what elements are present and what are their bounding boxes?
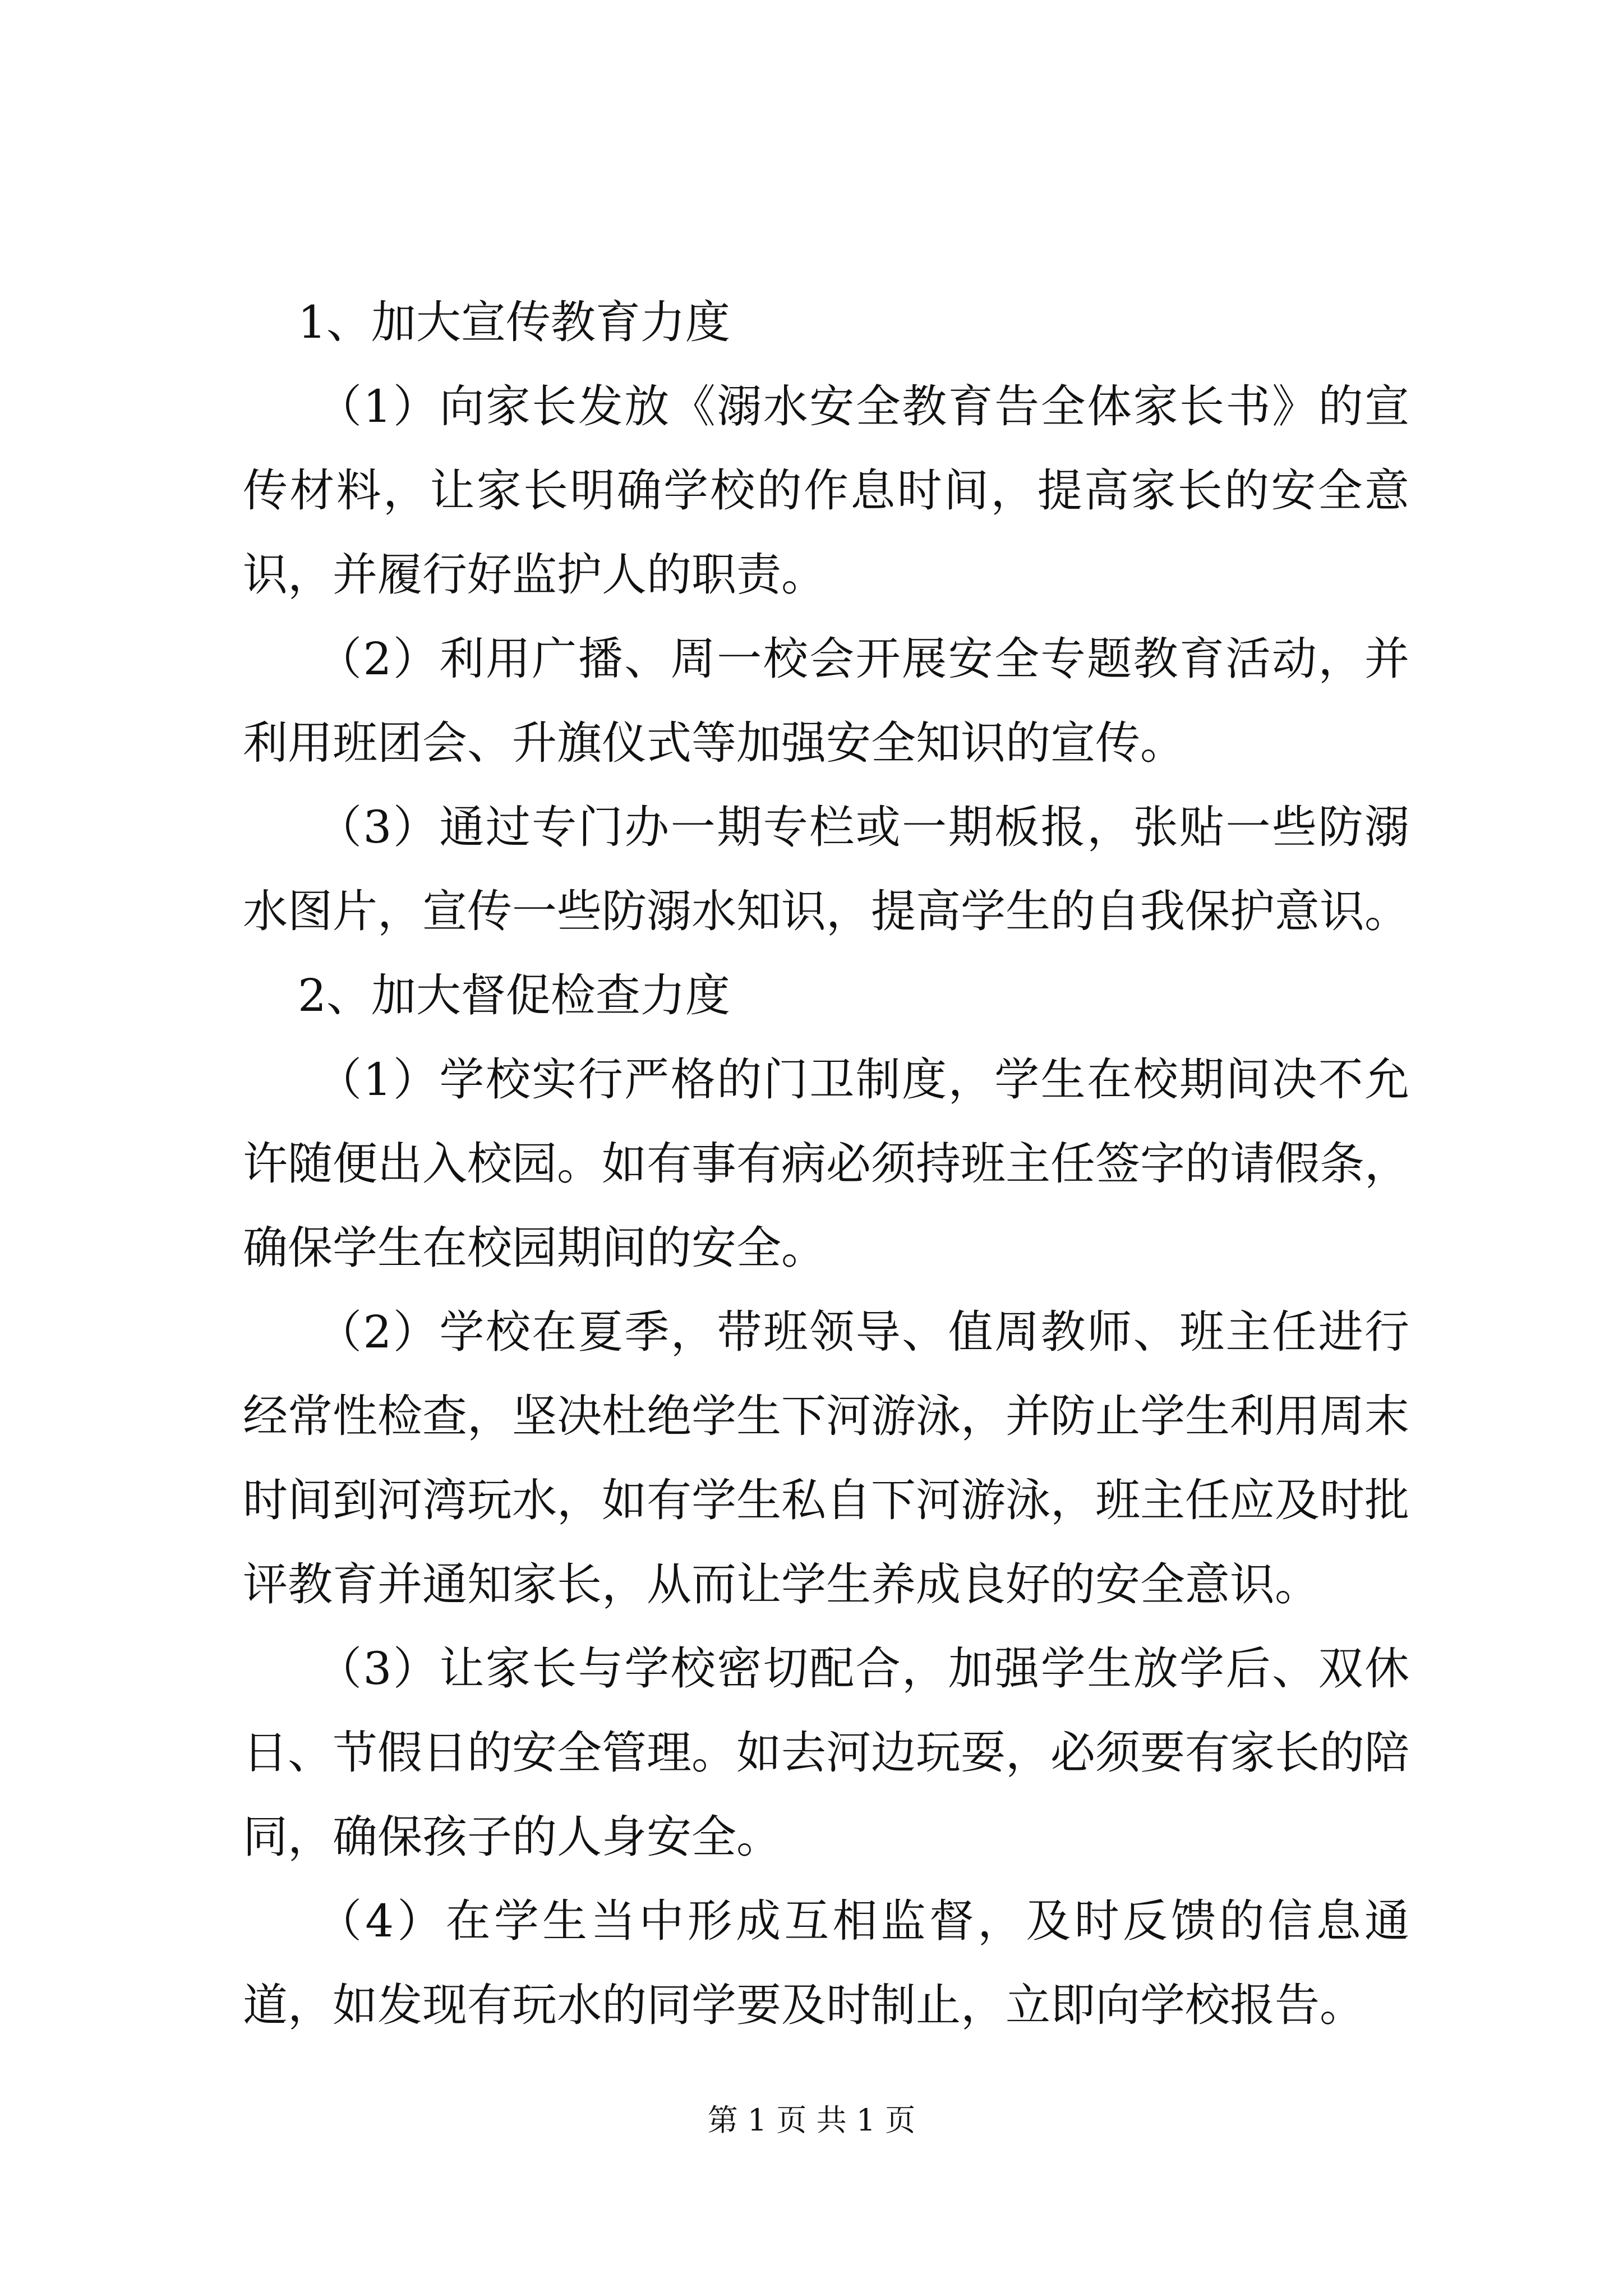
page-footer: 第 1 页 共 1 页 [707,2102,916,2138]
document-body [243,280,1409,2047]
paragraph-item: （1）学校实行严格的门卫制度，学生在校期间决不允许随便出入校园。如有事有病必须持班主任签字的请假条，确保学生在校园期间的安全。 [243,1053,1409,1274]
paragraph-item: （1）向家长发放《溺水安全教育告全体家长书》的宣传材料，让家长明确学校的作息时间，提高家长的安全意识，并履行好监护人的职责。 [243,380,1409,601]
section-heading-2: 2、加大督促检查力度 [298,969,730,1022]
paragraph-item: （2）利用广播、周一校会开展安全专题教育活动，并利用班团会、升旗仪式等加强安全知识的宣传。 [243,633,1409,769]
paragraph-item: （3）让家长与学校密切配合，加强学生放学后、双休日、节假日的安全管理。如去河边玩耍，必须要有家长的陪同，确保孩子的人身安全。 [243,1642,1409,1863]
section-heading-1: 1、加大宣传教育力度 [298,296,730,348]
paragraph-item: （3）通过专门办一期专栏或一期板报，张贴一些防溺水图片，宣传一些防溺水知识，提高学生的自我保护意识。 [243,801,1409,937]
paragraph-item: （4）在学生当中形成互相监督，及时反馈的信息通道，如发现有玩水的同学要及时制止，立即向学校报告。 [243,1895,1409,2031]
paragraph-item: （2）学校在夏季，带班领导、值周教师、班主任进行经常性检查，坚决杜绝学生下河游泳，并防止学生利用周末时间到河湾玩水，如有学生私自下河游泳，班主任应及时批评教育并通知家长，从而让学生养成良好的安全意识。 [243,1306,1409,1611]
